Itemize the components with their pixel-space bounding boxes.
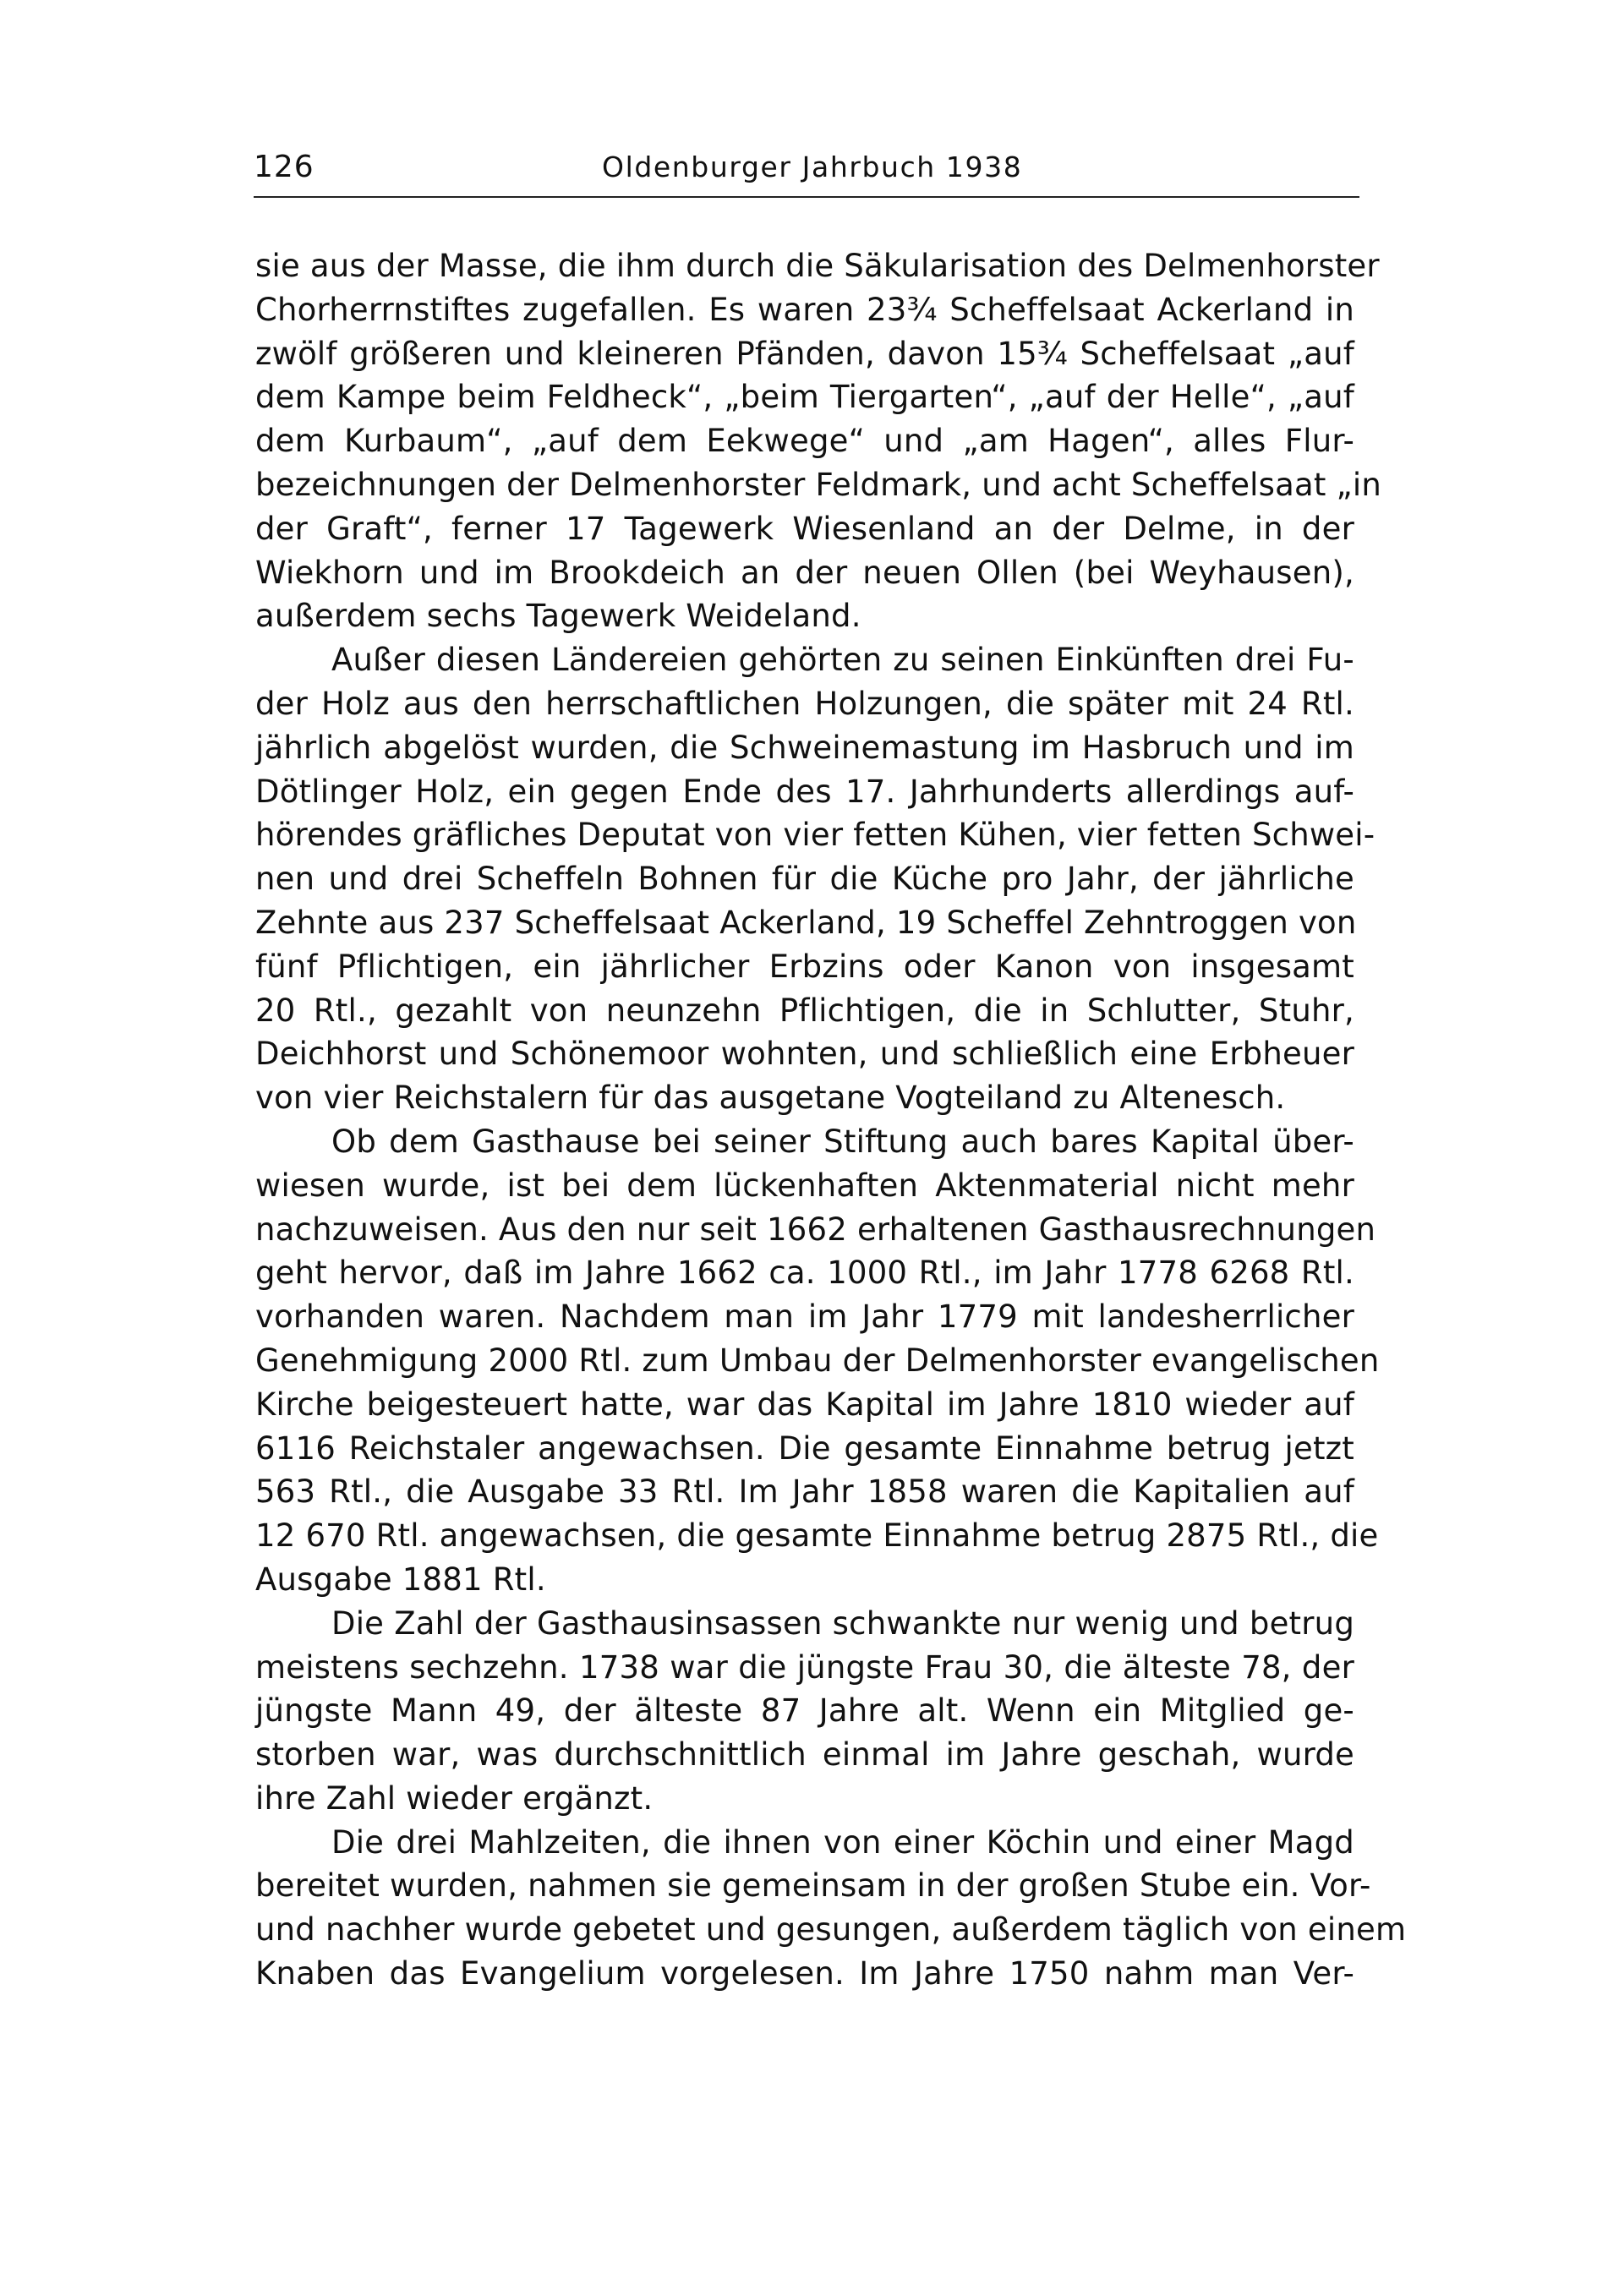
text-line: von vier Reichstalern für das ausgetane Vogteiland zu Altenesch. bbox=[255, 1080, 1286, 1117]
page-header bbox=[254, 142, 1359, 193]
text-line: 20 Rtl., gezahlt von neunzehn Pflichtigen, die in Schlutter, Stuhr, bbox=[255, 992, 1354, 1029]
body-text bbox=[255, 244, 1407, 1996]
text-line: Außer diesen Ländereien gehörten zu seinen Einkünften drei Fu- bbox=[331, 642, 1354, 679]
paragraph-4 bbox=[255, 1602, 1354, 1821]
text-line: jährlich abgelöst wurden, die Schweinemastung im Hasbruch und im bbox=[255, 729, 1354, 766]
text-line: der Graft“, ferner 17 Tagewerk Wiesenland an der Delme, in der bbox=[255, 510, 1354, 547]
text-line: und nachher wurde gebetet und gesungen, außerdem täglich von einem bbox=[255, 1911, 1407, 1949]
text-line: Kirche beigesteuert hatte, war das Kapital im Jahre 1810 wieder auf bbox=[255, 1386, 1354, 1423]
text-line: wiesen wurde, ist bei dem lückenhaften Aktenmaterial nicht mehr bbox=[255, 1167, 1354, 1204]
header-rule bbox=[254, 196, 1359, 198]
text-line: nen und drei Scheffeln Bohnen für die Küche pro Jahr, der jährliche bbox=[255, 861, 1354, 898]
text-line: dem Kampe beim Feldheck“, „beim Tiergarten“, „auf der Helle“, „auf bbox=[255, 379, 1354, 416]
text-line: Ausgabe 1881 Rtl. bbox=[255, 1561, 546, 1598]
text-line: Wiekhorn und im Brookdeich an der neuen Ollen (bei Weyhausen), bbox=[255, 554, 1354, 591]
text-line: außerdem sechs Tagewerk Weideland. bbox=[255, 598, 861, 635]
text-line: Genehmigung 2000 Rtl. zum Umbau der Delmenhorster evangelischen bbox=[255, 1342, 1380, 1379]
text-line: jüngste Mann 49, der älteste 87 Jahre alt. Wenn ein Mitglied ge- bbox=[255, 1692, 1354, 1730]
text-line: nachzuweisen. Aus den nur seit 1662 erhaltenen Gasthausrechnungen bbox=[255, 1211, 1376, 1248]
paragraph-3 bbox=[255, 1120, 1380, 1602]
running-title: Oldenburger Jahrbuch 1938 bbox=[602, 150, 1023, 183]
text-line: sie aus der Masse, die ihm durch die Säkularisation des Delmenhorster bbox=[255, 248, 1380, 284]
text-line: Deichhorst und Schönemoor wohnten, und schließlich eine Erbheuer bbox=[255, 1036, 1354, 1073]
text-line: Ob dem Gasthause bei seiner Stiftung auch bares Kapital über- bbox=[331, 1123, 1354, 1160]
text-line: dem Kurbaum“, „auf dem Eekwege“ und „am Hagen“, alles Flur- bbox=[255, 423, 1354, 460]
page-number: 126 bbox=[254, 150, 314, 184]
text-line: Zehnte aus 237 Scheffelsaat Ackerland, 19 Scheffel Zehntroggen von bbox=[255, 904, 1357, 941]
text-line: der Holz aus den herrschaftlichen Holzungen, die später mit 24 Rtl. bbox=[255, 685, 1354, 722]
paragraph-2 bbox=[255, 638, 1375, 1120]
text-line: storben war, was durchschnittlich einmal im Jahre geschah, wurde bbox=[255, 1736, 1354, 1774]
text-line: vorhanden waren. Nachdem man im Jahr 1779 mit landesherrlicher bbox=[255, 1298, 1354, 1336]
text-line: 12 670 Rtl. angewachsen, die gesamte Einnahme betrug 2875 Rtl., die bbox=[255, 1517, 1379, 1555]
text-line: Knaben das Evangelium vorgelesen. Im Jahre 1750 nahm man Ver- bbox=[255, 1955, 1354, 1993]
text-line: zwölf größeren und kleineren Pfänden, davon 15¾ Scheffelsaat „auf bbox=[255, 335, 1354, 372]
text-line: ihre Zahl wieder ergänzt. bbox=[255, 1779, 654, 1817]
text-line: Chorherrnstiftes zugefallen. Es waren 23¾ Scheffelsaat Ackerland in bbox=[255, 291, 1354, 328]
paragraph-5 bbox=[255, 1821, 1407, 1996]
text-line: Die drei Mahlzeiten, die ihnen von einer Köchin und einer Magd bbox=[331, 1823, 1354, 1861]
text-line: fünf Pflichtigen, ein jährlicher Erbzins oder Kanon von insgesamt bbox=[255, 948, 1354, 985]
text-line: Dötlinger Holz, ein gegen Ende des 17. Jahrhunderts allerdings auf- bbox=[255, 773, 1354, 810]
paragraph-1 bbox=[255, 244, 1382, 638]
text-line: geht hervor, daß im Jahre 1662 ca. 1000 Rtl., im Jahr 1778 6268 Rtl. bbox=[255, 1255, 1354, 1292]
text-line: meistens sechzehn. 1738 war die jüngste Frau 30, die älteste 78, der bbox=[255, 1648, 1354, 1686]
text-line: hörendes gräfliches Deputat von vier fetten Kühen, vier fetten Schwei- bbox=[255, 817, 1375, 854]
text-line: bereitet wurden, nahmen sie gemeinsam in der großen Stube ein. Vor- bbox=[255, 1867, 1371, 1905]
text-line: bezeichnungen der Delmenhorster Feldmark, und acht Scheffelsaat „in bbox=[255, 466, 1382, 503]
text-line: Die Zahl der Gasthausinsassen schwankte nur wenig und betrug bbox=[331, 1604, 1354, 1642]
text-line: 563 Rtl., die Ausgabe 33 Rtl. Im Jahr 1858 waren die Kapitalien auf bbox=[255, 1473, 1354, 1511]
text-line: 6116 Reichstaler angewachsen. Die gesamte Einnahme betrug jetzt bbox=[255, 1430, 1354, 1467]
